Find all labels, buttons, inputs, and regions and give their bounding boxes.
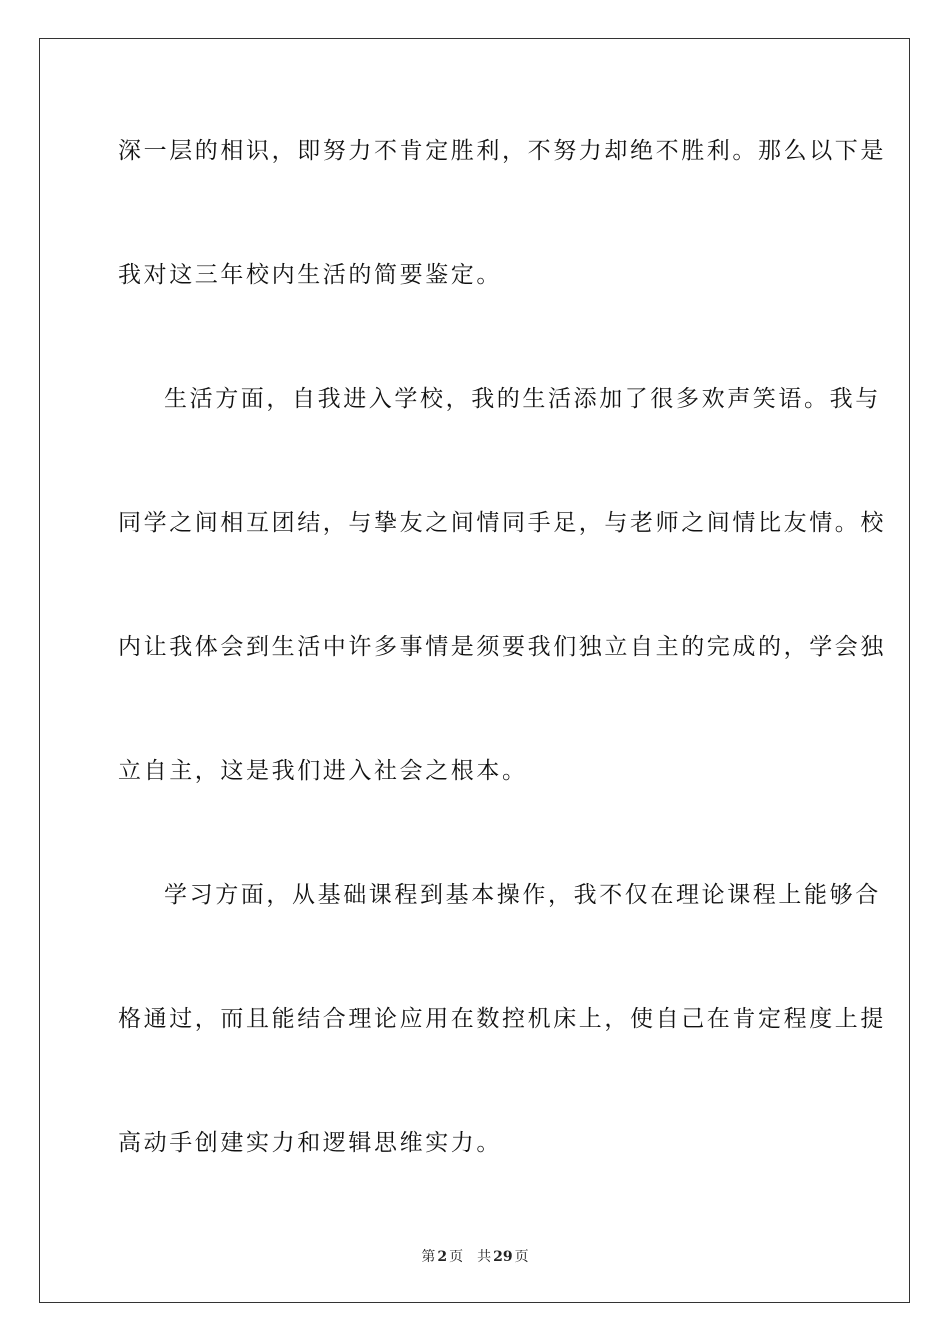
text-line: 高动手创建实力和逻辑思维实力。 — [118, 1130, 502, 1156]
text-line: 格通过，而且能结合理论应用在数控机床上，使自己在肯定程度上提 — [118, 1006, 886, 1032]
page-suffix: 页 — [449, 1249, 464, 1265]
text-line: 学习方面，从基础课程到基本操作，我不仅在理论课程上能够合 — [164, 882, 881, 908]
total-pages: 29 — [493, 1249, 513, 1265]
page-footer — [0, 1247, 950, 1267]
text-line: 立自主，这是我们进入社会之根本。 — [118, 758, 528, 784]
total-suffix: 页 — [514, 1249, 529, 1265]
page-number: 2 — [437, 1249, 448, 1265]
text-line: 我对这三年校内生活的简要鉴定。 — [118, 262, 502, 288]
page-frame — [39, 38, 910, 1303]
text-line: 内让我体会到生活中许多事情是须要我们独立自主的完成的，学会独 — [118, 634, 886, 660]
page-prefix: 第 — [421, 1249, 436, 1265]
text-line: 深一层的相识，即努力不肯定胜利，不努力却绝不胜利。那么以下是 — [118, 138, 886, 164]
total-prefix: 共 — [477, 1249, 492, 1265]
text-line: 同学之间相互团结，与挚友之间情同手足，与老师之间情比友情。校 — [118, 510, 886, 536]
text-line: 生活方面，自我进入学校，我的生活添加了很多欢声笑语。我与 — [164, 386, 881, 412]
